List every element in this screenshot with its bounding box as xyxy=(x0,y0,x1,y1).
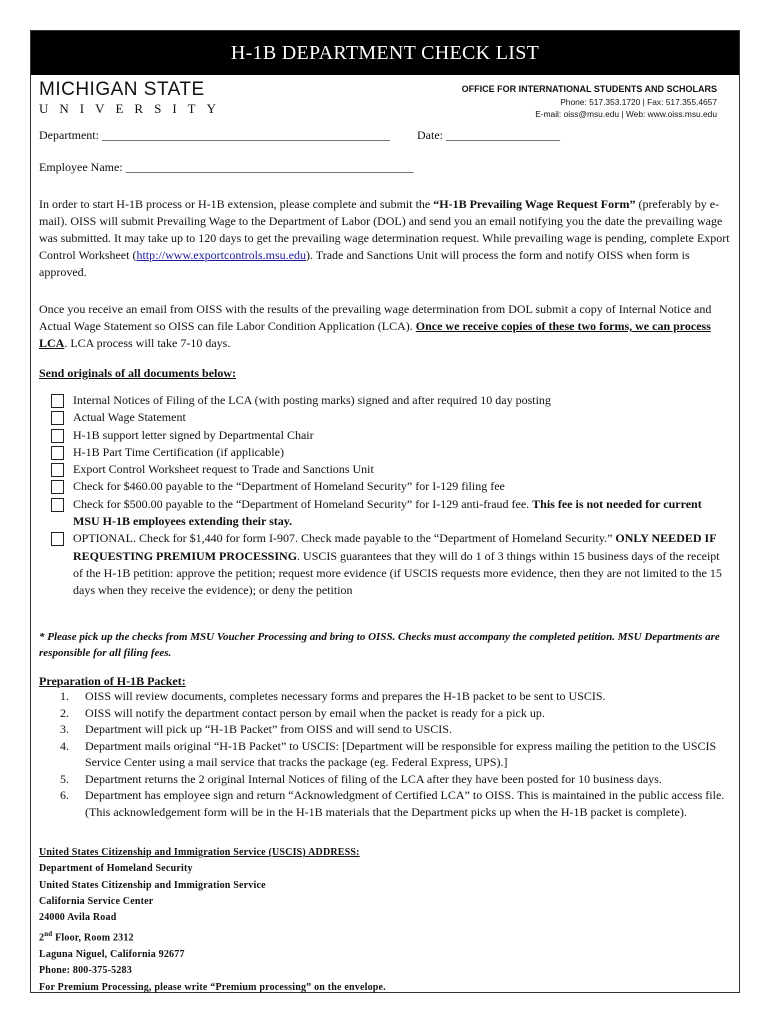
intro-text: In order to start H-1B process or H-1B extension, please complete and submit the xyxy=(39,197,434,211)
list-item xyxy=(51,771,731,788)
list-item xyxy=(51,705,731,722)
date-blank[interactable]: ___________________ xyxy=(446,128,560,142)
document-page xyxy=(30,30,740,993)
step-text: Department has employee sign and return “Acknowledgment of Certified LCA” to OISS. This is maintained in the public access file. (This acknowledgement form will be in the H-1B materials that the Department picks up when the H-1B packet is complete). xyxy=(85,788,725,819)
floor-suffix: nd xyxy=(44,930,53,939)
preparation-heading: Preparation of H-1B Packet: xyxy=(39,674,186,688)
address-line xyxy=(39,926,729,947)
lca-emphasis: Once we receive copies of these two forms, we can process LCA xyxy=(39,319,711,350)
checklist-item xyxy=(51,444,731,461)
employee-name-label: Employee Name: xyxy=(39,160,123,174)
step-text: Department mails original “H-1B Packet” to USCIS: [Department will be responsible for express mailing the petition to the USCIS Service Center using a mail service that tracks the package (eg. Federal Express, UPS).] xyxy=(85,738,717,769)
list-item xyxy=(51,787,731,820)
floor-room: Floor, Room 2312 xyxy=(52,932,134,944)
checklist-label: Check for $460.00 payable to the “Department of Homeland Security” for I-129 filing fee xyxy=(73,479,505,494)
checklist-emphasis: This fee is not needed for current MSU H-1B employees extending their stay. xyxy=(73,496,702,529)
date-field[interactable] xyxy=(417,128,560,143)
checklist-item xyxy=(51,496,731,531)
checklist-label: . USCIS guarantees that they will do 1 of 3 things within 15 business days of the receipt of the H-1B petition: approve the petition; request more evidence (if USCIS requests more evidence, then they are not limited to the 15 days when they receive the evidence); or deny the petition xyxy=(73,548,722,598)
floor-number: 2 xyxy=(39,932,45,944)
send-heading-text: Send originals of all documents below: xyxy=(39,366,237,380)
intro-text: ). Trade and Sanctions Unit will process the form and notify OISS when form is approved. xyxy=(39,248,690,279)
form-name: “H-1B Prevailing Wage Request Form” xyxy=(433,197,636,211)
checkbox[interactable] xyxy=(51,463,64,477)
department-blank[interactable]: ________________________________________________ xyxy=(101,128,390,142)
step-text: Department returns the 2 original Internal Notices of filing of the LCA after they have been posted for 10 business days. xyxy=(85,771,662,786)
checklist-item xyxy=(51,409,731,426)
step-number: 4. xyxy=(60,738,69,753)
step-text: OISS will notify the department contact person by email when the packet is ready for a pick up. xyxy=(85,705,545,720)
send-originals-heading xyxy=(39,365,735,382)
office-phone: Phone: 517.353.1720 | Fax: 517.355.4657 xyxy=(560,96,717,107)
step-text: Department will pick up “H-1B Packet” from OISS and will send to USCIS. xyxy=(85,722,452,736)
checkbox[interactable] xyxy=(51,394,64,408)
department-field[interactable] xyxy=(39,128,390,143)
step-number: 3. xyxy=(60,722,69,736)
checkbox[interactable] xyxy=(51,411,64,425)
address-line: Department of Homeland Security xyxy=(39,863,193,875)
step-text: OISS will review documents, completes necessary forms and prepares the H-1B packet to be sent to USCIS. xyxy=(85,689,606,703)
logo-line-1: MICHIGAN STATE xyxy=(39,79,205,100)
checkbox[interactable] xyxy=(51,532,64,546)
checkbox[interactable] xyxy=(51,480,64,494)
intro-paragraph-2 xyxy=(39,301,735,352)
checklist-emphasis: ONLY NEEDED IF REQUESTING PREMIUM PROCESSING xyxy=(73,531,717,563)
checklist-label: Check for $500.00 payable to the “Department of Homeland Security” for I-129 anti-fraud fee. xyxy=(73,496,533,511)
employee-name-field[interactable] xyxy=(39,160,414,175)
department-label: Department: xyxy=(39,128,99,142)
step-number: 5. xyxy=(60,771,69,786)
checklist-label: Internal Notices of Filing of the LCA (with posting marks) signed and after required 10 day posting xyxy=(73,393,551,407)
checkbox[interactable] xyxy=(51,498,64,512)
office-contact xyxy=(462,83,717,121)
office-web: E-mail: oiss@msu.edu | Web: www.oiss.msu.edu xyxy=(535,109,717,119)
step-number: 6. xyxy=(60,788,69,802)
checklist-item xyxy=(51,392,731,409)
premium-processing-note: For Premium Processing, please write “Premium processing” on the envelope. xyxy=(39,981,386,993)
page-title: H-1B DEPARTMENT CHECK LIST xyxy=(31,31,739,75)
intro-text: (preferably by e-mail). OISS will submit Prevailing Wage to the Department of Labor (DOL) and send you an email notifying you the date the prevailing wage was submitted. It may take up to 120 days to get the prevailing wage determination request. While prevailing wage is pending, complete Export Control Worksheet ( xyxy=(39,197,730,262)
list-item xyxy=(51,738,731,771)
checklist-item xyxy=(51,530,731,599)
date-label: Date: xyxy=(417,128,443,142)
preparation-steps xyxy=(51,688,731,820)
list-item xyxy=(51,721,731,738)
intro-text: Once you receive an email from OISS with the results of the prevailing wage determination from DOL submit a copy of Internal Notice and Actual Wage Statement so OISS can file Labor Condition Application (LCA). xyxy=(39,302,712,333)
address-line: United States Citizenship and Immigration Service xyxy=(39,879,266,891)
checklist-item xyxy=(51,461,731,478)
step-number: 1. xyxy=(60,689,69,703)
msu-logo xyxy=(39,80,227,118)
address-line: California Service Center xyxy=(39,895,154,907)
export-controls-link[interactable]: http://www.exportcontrols.msu.edu xyxy=(136,248,307,262)
intro-paragraph-1 xyxy=(39,196,735,281)
document-checklist xyxy=(51,392,731,600)
step-number: 2. xyxy=(60,705,69,720)
checklist-item xyxy=(51,478,731,495)
office-name: OFFICE FOR INTERNATIONAL STUDENTS AND SCHOLARS xyxy=(461,84,717,94)
checklist-label: OPTIONAL. Check for $1,440 for form I-907. Check made payable to the “Department of Homeland Security.” xyxy=(73,531,616,546)
checklist-label: Actual Wage Statement xyxy=(73,410,186,425)
address-phone: Phone: 800-375-5283 xyxy=(39,965,132,977)
intro-text: . LCA process will take 7-10 days. xyxy=(64,336,231,350)
uscis-address-block xyxy=(39,845,729,996)
address-line: 24000 Avila Road xyxy=(39,912,117,924)
checklist-label: H-1B Part Time Certification (if applicable) xyxy=(73,444,284,459)
logo-line-2: UNIVERSITY xyxy=(39,101,227,116)
list-item xyxy=(51,688,731,705)
checklist-item xyxy=(51,427,731,444)
checklist-label: H-1B support letter signed by Departmental Chair xyxy=(73,427,314,442)
employee-name-blank[interactable]: ________________________________________________ xyxy=(125,160,414,174)
address-heading: United States Citizenship and Immigration Service (USCIS) ADDRESS: xyxy=(39,847,360,858)
checkbox[interactable] xyxy=(51,429,64,443)
checkbox[interactable] xyxy=(51,446,64,460)
checks-note: * Please pick up the checks from MSU Voucher Processing and bring to OISS. Checks must accompany the completed petition. MSU Departments are responsible for all filing fees. xyxy=(39,631,720,659)
address-line: Laguna Niguel, California 92677 xyxy=(39,949,185,961)
checklist-label: Export Control Worksheet request to Trade and Sanctions Unit xyxy=(73,462,374,477)
